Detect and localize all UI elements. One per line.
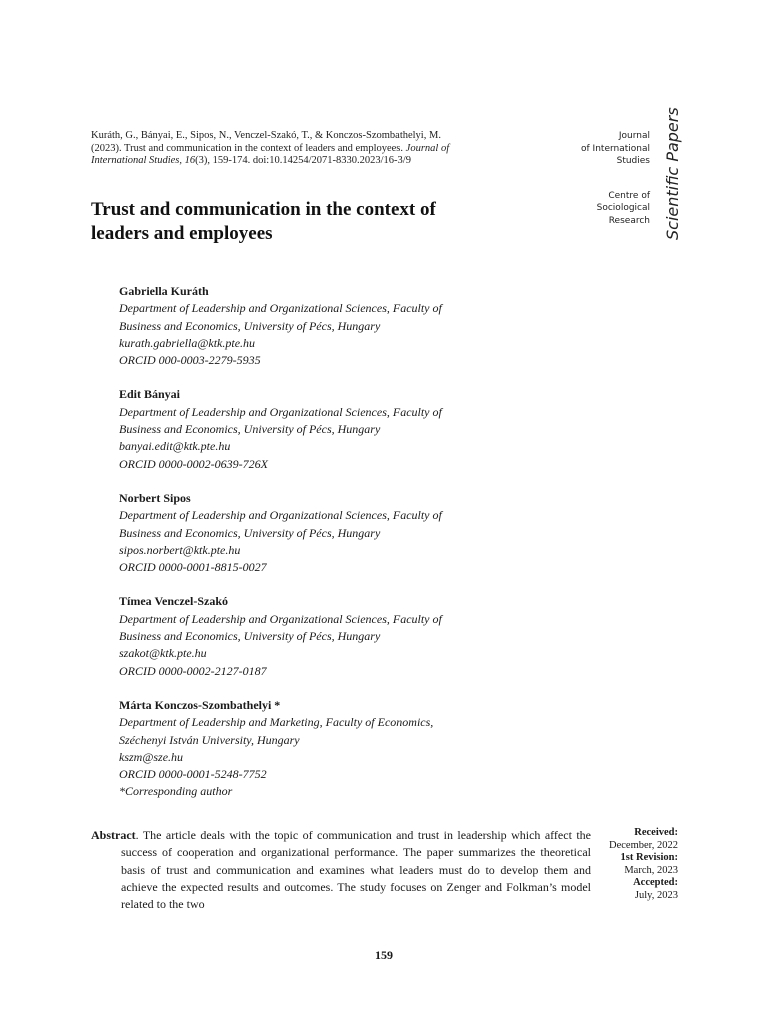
author-entry: [119, 386, 479, 472]
citation-volume: 16: [184, 155, 196, 166]
publisher-name: [560, 190, 650, 228]
author-orcid: ORCID 0000-0002-2127-0187: [119, 663, 267, 678]
author-affiliation: Business and Economics, University of Pécs, Hungary: [119, 525, 381, 540]
accepted-date: July, 2023: [634, 889, 678, 901]
author-affiliation: Department of Leadership and Organizational Sciences, Faculty of: [119, 301, 442, 316]
publisher-line: Sociological: [596, 203, 650, 213]
author-entry: [119, 697, 479, 801]
article-title: Trust and communication in the context of leaders and employees: [91, 199, 436, 244]
author-orcid: ORCID 0000-0001-5248-7752: [119, 767, 267, 782]
received-label: Received:: [634, 827, 678, 838]
citation: [91, 130, 451, 168]
journal-name: [560, 130, 650, 168]
author-name: Márta Konczos-Szombathelyi *: [119, 697, 281, 712]
author-entry: [119, 283, 479, 369]
author-name: Edit Bányai: [119, 387, 181, 402]
author-orcid: ORCID 0000-0001-8815-0027: [119, 560, 267, 575]
author-name: Norbert Sipos: [119, 490, 191, 505]
author-name: Gabriella Kuráth: [119, 284, 209, 298]
page-number: 159: [375, 948, 393, 962]
revision-date: March, 2023: [624, 864, 678, 876]
citation-journal: Journal of International Studies,: [91, 142, 450, 166]
author-name: Tímea Venczel-Szakó: [119, 594, 228, 609]
author-email[interactable]: sipos.norbert@ktk.pte.hu: [119, 542, 241, 557]
abstract-text: . The article deals with the topic of communication and trust in leadership which affect the success of cooperation and organizational performance. The paper summarizes the theoretical basis of trust and communication and examines what leaders must do to develop them and achieve the expected results and outcomes. The study focuses on Zenger and Folkman’s model related to the two: [121, 828, 591, 912]
author-entry: [119, 490, 479, 576]
author-email[interactable]: kszm@sze.hu: [119, 749, 184, 764]
article-dates: [580, 827, 678, 903]
author-affiliation: Széchenyi István University, Hungary: [119, 732, 300, 747]
publisher-line: Centre of: [608, 190, 650, 201]
author-email[interactable]: kurath.gabriella@ktk.pte.hu: [119, 335, 256, 350]
accepted-label: Accepted:: [633, 877, 678, 889]
author-affiliation: Department of Leadership and Organizational Sciences, Faculty of: [119, 404, 442, 419]
author-entry: [119, 593, 479, 679]
revision-label: 1st Revision:: [620, 852, 678, 864]
section-label: Scientific Papers: [663, 107, 682, 240]
corresponding-author-note: *Corresponding author: [119, 784, 233, 799]
abstract-label: Abstract: [91, 828, 136, 842]
abstract: [91, 827, 591, 913]
author-affiliation: Business and Economics, University of Pécs, Hungary: [119, 318, 381, 333]
author-email[interactable]: banyai.edit@ktk.pte.hu: [119, 439, 231, 454]
journal-masthead: [560, 130, 650, 249]
author-orcid: ORCID 0000-0002-0639-726X: [119, 456, 268, 471]
author-affiliation: Department of Leadership and Organizational Sciences, Faculty of: [119, 611, 442, 626]
journal-line: of International: [581, 143, 650, 154]
journal-line: Journal: [618, 131, 650, 141]
author-email[interactable]: szakot@ktk.pte.hu: [119, 646, 207, 661]
author-list: [119, 283, 479, 818]
citation-authors: Kuráth, G., Bányai, E., Sipos, N., Venczel-Szakó, T., & Konczos-Szombathelyi, M. (2023). Trust and communication in the context of leaders and employees.: [91, 130, 441, 154]
publisher-line: Research: [608, 215, 650, 226]
author-orcid: ORCID 000-0003-2279-5935: [119, 353, 261, 368]
author-affiliation: Business and Economics, University of Pécs, Hungary: [119, 629, 381, 644]
author-affiliation: Department of Leadership and Organizational Sciences, Faculty of: [119, 508, 442, 523]
author-affiliation: Department of Leadership and Marketing, Faculty of Economics,: [119, 715, 434, 730]
citation-pages-doi: (3), 159-174. doi:10.14254/2071-8330.2023/16-3/9: [195, 155, 411, 166]
author-affiliation: Business and Economics, University of Pécs, Hungary: [119, 422, 381, 437]
journal-line: Studies: [616, 156, 650, 166]
received-date: December, 2022: [609, 839, 678, 851]
